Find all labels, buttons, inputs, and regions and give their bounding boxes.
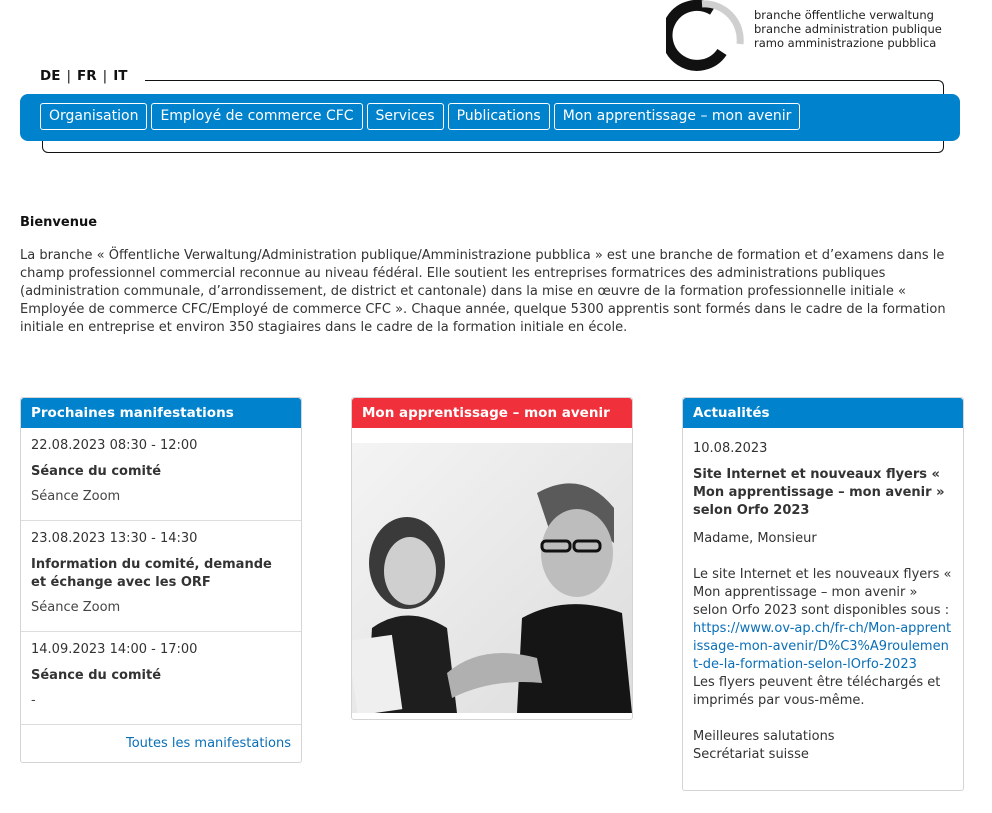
brand-line-it: ramo amministrazione pubblica [754, 36, 937, 50]
news-signature: Secrétariat suisse [693, 747, 809, 762]
all-events-link[interactable]: Toutes les manifestations [125, 736, 291, 751]
main-navigation [20, 94, 960, 141]
brand-tagline [754, 8, 942, 50]
lang-separator: | [102, 68, 108, 84]
welcome-heading: Bienvenue [20, 215, 98, 230]
event-item[interactable] [21, 428, 301, 521]
news-body-text [693, 566, 953, 674]
event-item[interactable] [21, 521, 301, 632]
nav-frame-top [145, 80, 944, 94]
news-heading: Actualités [683, 398, 963, 428]
promo-card[interactable] [351, 397, 633, 720]
news-body: Le site Internet et les nouveaux flyers « Mon apprentissage – mon avenir » selon Orfo 2023 sont disponibles sous : [693, 567, 952, 618]
language-switch [40, 68, 127, 84]
event-item[interactable] [21, 632, 301, 725]
events-card [20, 397, 302, 763]
event-location: Séance Zoom [31, 489, 121, 504]
event-title: Séance du comité [31, 668, 162, 683]
lang-separator: | [66, 68, 71, 84]
event-location: - [31, 693, 36, 708]
promo-heading: Mon apprentissage – mon avenir [352, 398, 632, 428]
promo-photo[interactable] [352, 443, 632, 713]
news-item [683, 428, 963, 776]
nav-employe-commerce[interactable]: Employé de commerce CFC [151, 103, 362, 130]
event-title: Information du comité, demande et échange avec les ORF [31, 557, 272, 590]
nav-organisation[interactable]: Organisation [40, 103, 147, 130]
news-date: 10.08.2023 [693, 441, 768, 456]
event-date: 23.08.2023 13:30 - 14:30 [31, 531, 198, 546]
nav-services[interactable]: Services [367, 103, 444, 130]
nav-publications[interactable]: Publications [448, 103, 550, 130]
nav-mon-apprentissage[interactable]: Mon apprentissage – mon avenir [554, 103, 801, 130]
lang-it[interactable]: IT [113, 68, 128, 84]
news-link[interactable]: https://www.ov-ap.ch/fr-ch/Mon-apprentissage-mon-avenir/D%C3%A9roulement-de-la-formation-selon-lOrfo-2023 [693, 621, 952, 672]
welcome-text: La branche « Öffentliche Verwaltung/Administration publique/Amministrazione pubblica » est une branche de formation et d’examens dans le champ professionnel commercial reconnue au niveau fédéral. Elle soutient les entreprises formatrices des administrations publiques (administration communale, d’arrondissement, de district et cantonale) dans la mise en œuvre de la formation professionnelle initiale « Employée de commerce CFC/Employé de commerce CFC ». Chaque année, quelque 5300 apprentis sont formés dans le cadre de la formation initiale en entreprise et environ 350 stagiaires dans le cadre de la formation initiale en école. [20, 248, 946, 335]
event-date: 14.09.2023 14:00 - 17:00 [31, 642, 198, 657]
lang-fr[interactable]: FR [77, 68, 97, 84]
news-closing: Meilleures salutations [693, 729, 835, 744]
events-heading: Prochaines manifestations [21, 398, 301, 428]
news-flyers: Les flyers peuvent être téléchargés et imprimés par vous-même. [693, 675, 941, 708]
lang-de[interactable]: DE [40, 68, 61, 84]
event-location: Séance Zoom [31, 600, 121, 615]
logo-icon[interactable] [666, 0, 746, 78]
event-title: Séance du comité [31, 464, 162, 479]
brand-line-fr: branche administration publique [754, 22, 942, 36]
news-greeting: Madame, Monsieur [693, 531, 817, 546]
news-title[interactable]: Site Internet et nouveaux flyers « Mon apprentissage – mon avenir » selon Orfo 2023 [693, 467, 945, 518]
brand-line-de: branche öffentliche verwaltung [754, 8, 934, 22]
event-date: 22.08.2023 08:30 - 12:00 [31, 438, 198, 453]
news-card [682, 397, 964, 791]
